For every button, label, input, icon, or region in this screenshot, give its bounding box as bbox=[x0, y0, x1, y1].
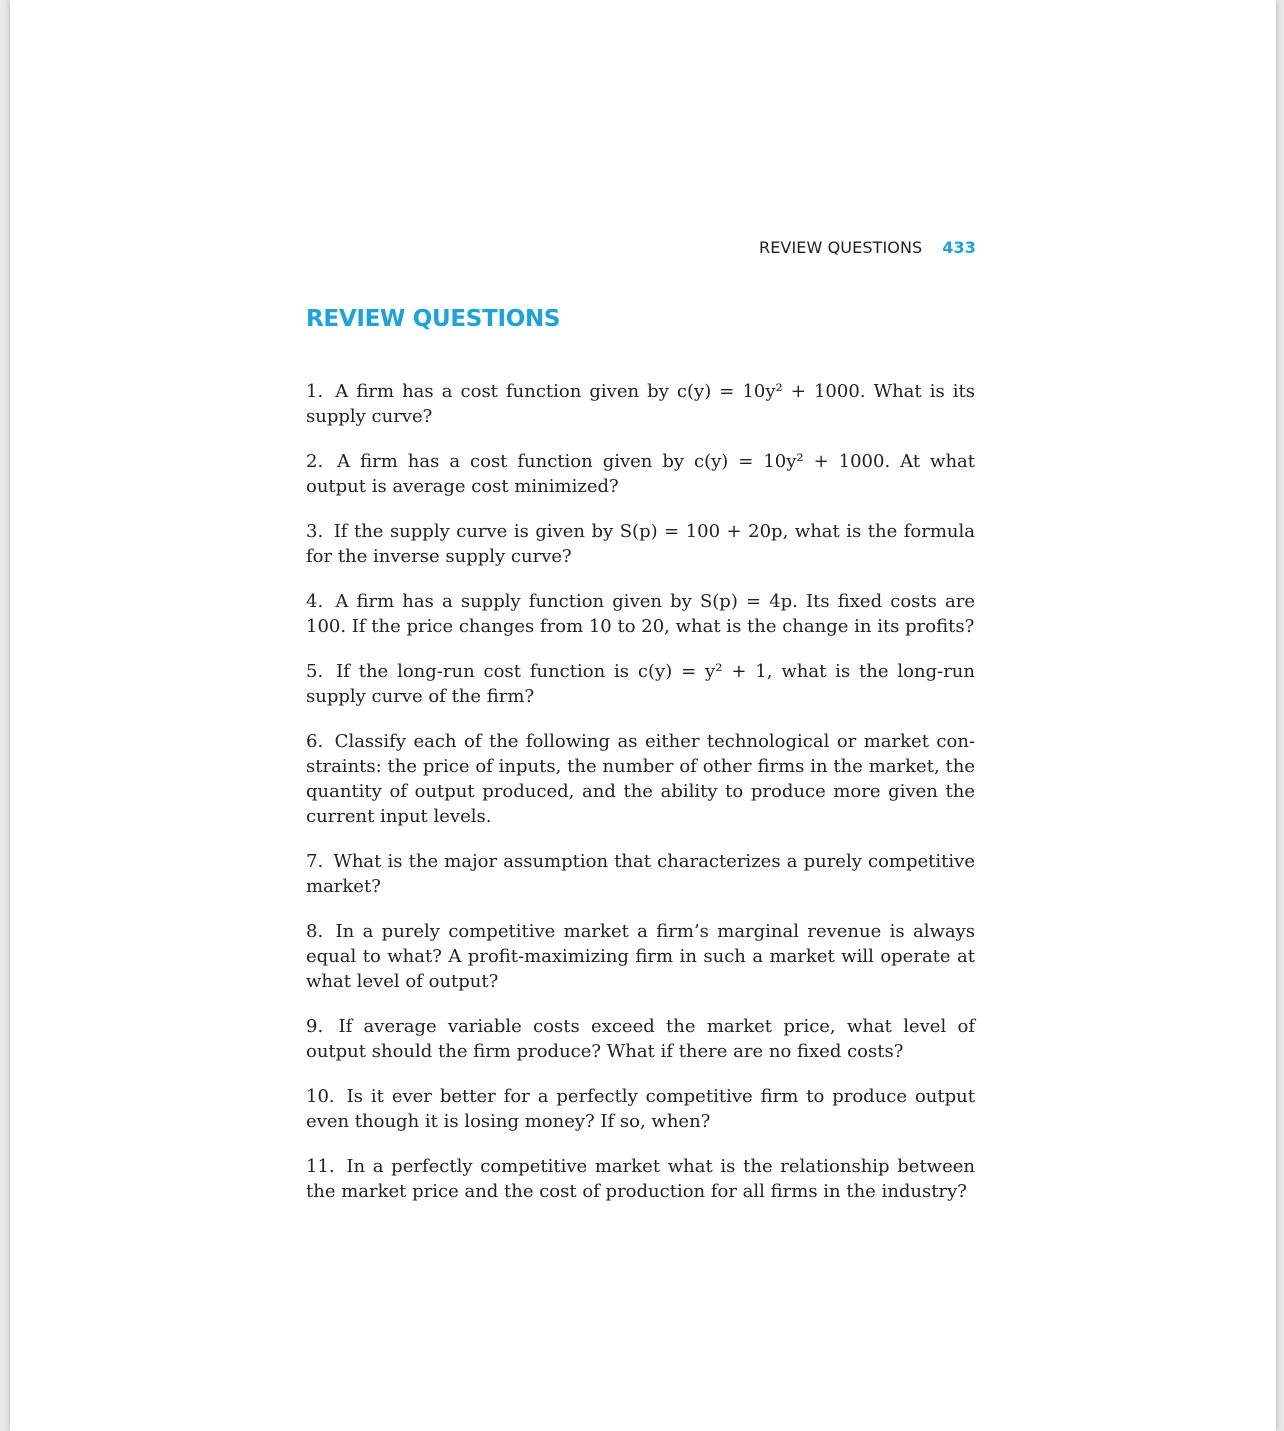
question-number: 7. bbox=[306, 851, 324, 872]
page-number: 433 bbox=[942, 238, 976, 257]
question-number: 1. bbox=[306, 381, 324, 402]
question-item bbox=[306, 379, 975, 429]
question-text: A firm has a cost function given by c(y) = 10y² + 1000. What is its supply curve? bbox=[306, 381, 975, 427]
question-item bbox=[306, 919, 975, 994]
question-item bbox=[306, 1154, 975, 1204]
question-text: Is it ever better for a perfectly competitive firm to produce output even though it is losing money? If so, when? bbox=[306, 1086, 975, 1132]
question-number: 11. bbox=[306, 1156, 335, 1177]
question-text: If the long-run cost function is c(y) = y² + 1, what is the long-run supply curve of the firm? bbox=[306, 661, 975, 707]
question-text: A firm has a cost function given by c(y) = 10y² + 1000. At what output is average cost minimized? bbox=[306, 451, 975, 497]
question-text: If average variable costs exceed the market price, what level of output should the firm produce? What if there are no fixed costs? bbox=[306, 1016, 975, 1062]
document-page bbox=[10, 0, 1276, 1431]
question-item bbox=[306, 849, 975, 899]
question-text: Classify each of the following as either technological or market con-straints: the price of inputs, the number of other firms in the market, the quantity of output produced, and the ability to produce more given the current input levels. bbox=[306, 731, 975, 827]
question-text: What is the major assumption that characterizes a purely competitive market? bbox=[306, 851, 975, 897]
question-item bbox=[306, 449, 975, 499]
question-number: 5. bbox=[306, 661, 324, 682]
question-text: In a perfectly competitive market what is the relationship between the market price and the cost of production for all firms in the industry? bbox=[306, 1156, 975, 1202]
running-head bbox=[759, 238, 976, 257]
question-item bbox=[306, 729, 975, 829]
question-item bbox=[306, 659, 975, 709]
section-title: REVIEW QUESTIONS bbox=[306, 306, 561, 332]
question-number: 10. bbox=[306, 1086, 335, 1107]
question-item bbox=[306, 519, 975, 569]
question-number: 9. bbox=[306, 1016, 324, 1037]
running-head-title: REVIEW QUESTIONS bbox=[759, 238, 923, 257]
question-text: If the supply curve is given by S(p) = 100 + 20p, what is the formula for the inverse supply curve? bbox=[306, 521, 975, 567]
question-number: 2. bbox=[306, 451, 324, 472]
question-item bbox=[306, 1014, 975, 1064]
question-number: 4. bbox=[306, 591, 324, 612]
question-number: 8. bbox=[306, 921, 324, 942]
question-text: A firm has a supply function given by S(p) = 4p. Its fixed costs are 100. If the price changes from 10 to 20, what is the change in its profits? bbox=[306, 591, 975, 637]
review-questions-list bbox=[306, 379, 975, 1224]
question-number: 6. bbox=[306, 731, 324, 752]
question-item bbox=[306, 1084, 975, 1134]
question-item bbox=[306, 589, 975, 639]
question-number: 3. bbox=[306, 521, 324, 542]
question-text: In a purely competitive market a firm’s marginal revenue is always equal to what? A profit-maximizing firm in such a market will operate at what level of output? bbox=[306, 921, 975, 992]
